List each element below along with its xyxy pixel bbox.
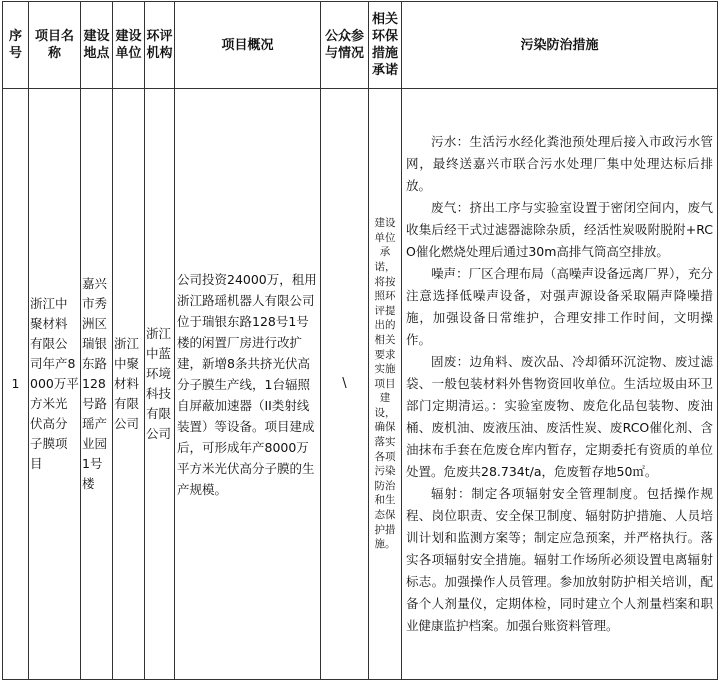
header-location: 建设地点: [81, 2, 113, 89]
cell-env: 建设单位承诺，将按照环评提出的相关要求实施项目建设，确保落实各项污染防治和生态保护措施。: [369, 89, 402, 680]
measure-wastewater: 污水：生活污水经化粪池预处理后接入市政污水管网，最终送嘉兴市联合污水处理厂集中处理达标后排放。: [406, 134, 713, 193]
cell-eia: 浙江中蓝环境科技有限公司: [145, 89, 175, 680]
measure-noise: 噪声：厂区合理布局（高噪声设备远离厂界），充分注意选择低噪声设备，对强声源设备采取隔声降噪措施，加强设备日常维护，合理安排工作时间，文明操作。: [406, 266, 713, 347]
measure-solid-waste: 固废：边角料、废次品、冷却循环沉淀物、废过滤袋、一般包装材料外售物资回收单位。生活垃圾由环卫部门定期清运。：实验室废物、废危化品包装物、废油桶、废机油、废液压油、废活性炭、废RCO催化剂、含油抹布手套在危废仓库内暂存，定期委托有资质的单位处置。危废共28.734t/a，危废暂存地50㎡。: [406, 354, 713, 479]
header-seq: 序号: [3, 2, 29, 89]
measure-radiation: 辐射：制定各项辐射安全管理制度。包括操作规程、岗位职责、安全保卫制度、辐射防护措施、人员培训计划和监测方案等；制定应急预案，并严格执行。落实各项辐射安全措施。辐射工作场所必须设置电离辐射标志。加强操作人员管理。参加放射防护相关培训，配备个人剂量仪，定期体检，同时建立个人剂量档案和职业健康监护档案。加强台账资料管理。: [406, 486, 713, 633]
cell-public: \: [321, 89, 369, 680]
cell-overview: 公司投资24000万，租用浙江路瑶机器人有限公司位于瑞银东路128号1号楼的闲置厂房进行改扩建，新增8条共挤光伏高分子膜生产线，1台辐照自屏蔽加速器（II类射线装置）等设备。项目建成后，可形成年产8000万平方米光伏高分子膜的生产规模。: [175, 89, 321, 680]
header-measures: 污染防治措施: [402, 2, 718, 89]
header-env: 相关环保措施承诺: [369, 2, 402, 89]
cell-unit: 浙江中聚材料有限公司: [113, 89, 145, 680]
measure-exhaust: 废气：挤出工序与实验室设置于密闭空间内，废气收集后经干式过滤器滤除杂质，经活性炭吸附脱附+RCO催化燃烧处理后通过30m高排气筒高空排放。: [406, 200, 713, 259]
header-row: [3, 2, 718, 89]
project-table: [2, 1, 718, 680]
table-row: [3, 89, 718, 680]
cell-measures: [402, 89, 718, 680]
cell-name: 浙江中聚材料有限公司年产8000万平方米光伏高分子膜项目: [29, 89, 81, 680]
header-unit: 建设单位: [113, 2, 145, 89]
header-overview: 项目概况: [175, 2, 321, 89]
cell-seq: 1: [3, 89, 29, 680]
header-eia: 环评机构: [145, 2, 175, 89]
header-public: 公众参与情况: [321, 2, 369, 89]
cell-location: 嘉兴市秀洲区瑞银东路128号路瑶产业园1号楼: [81, 89, 113, 680]
header-name: 项目名称: [29, 2, 81, 89]
